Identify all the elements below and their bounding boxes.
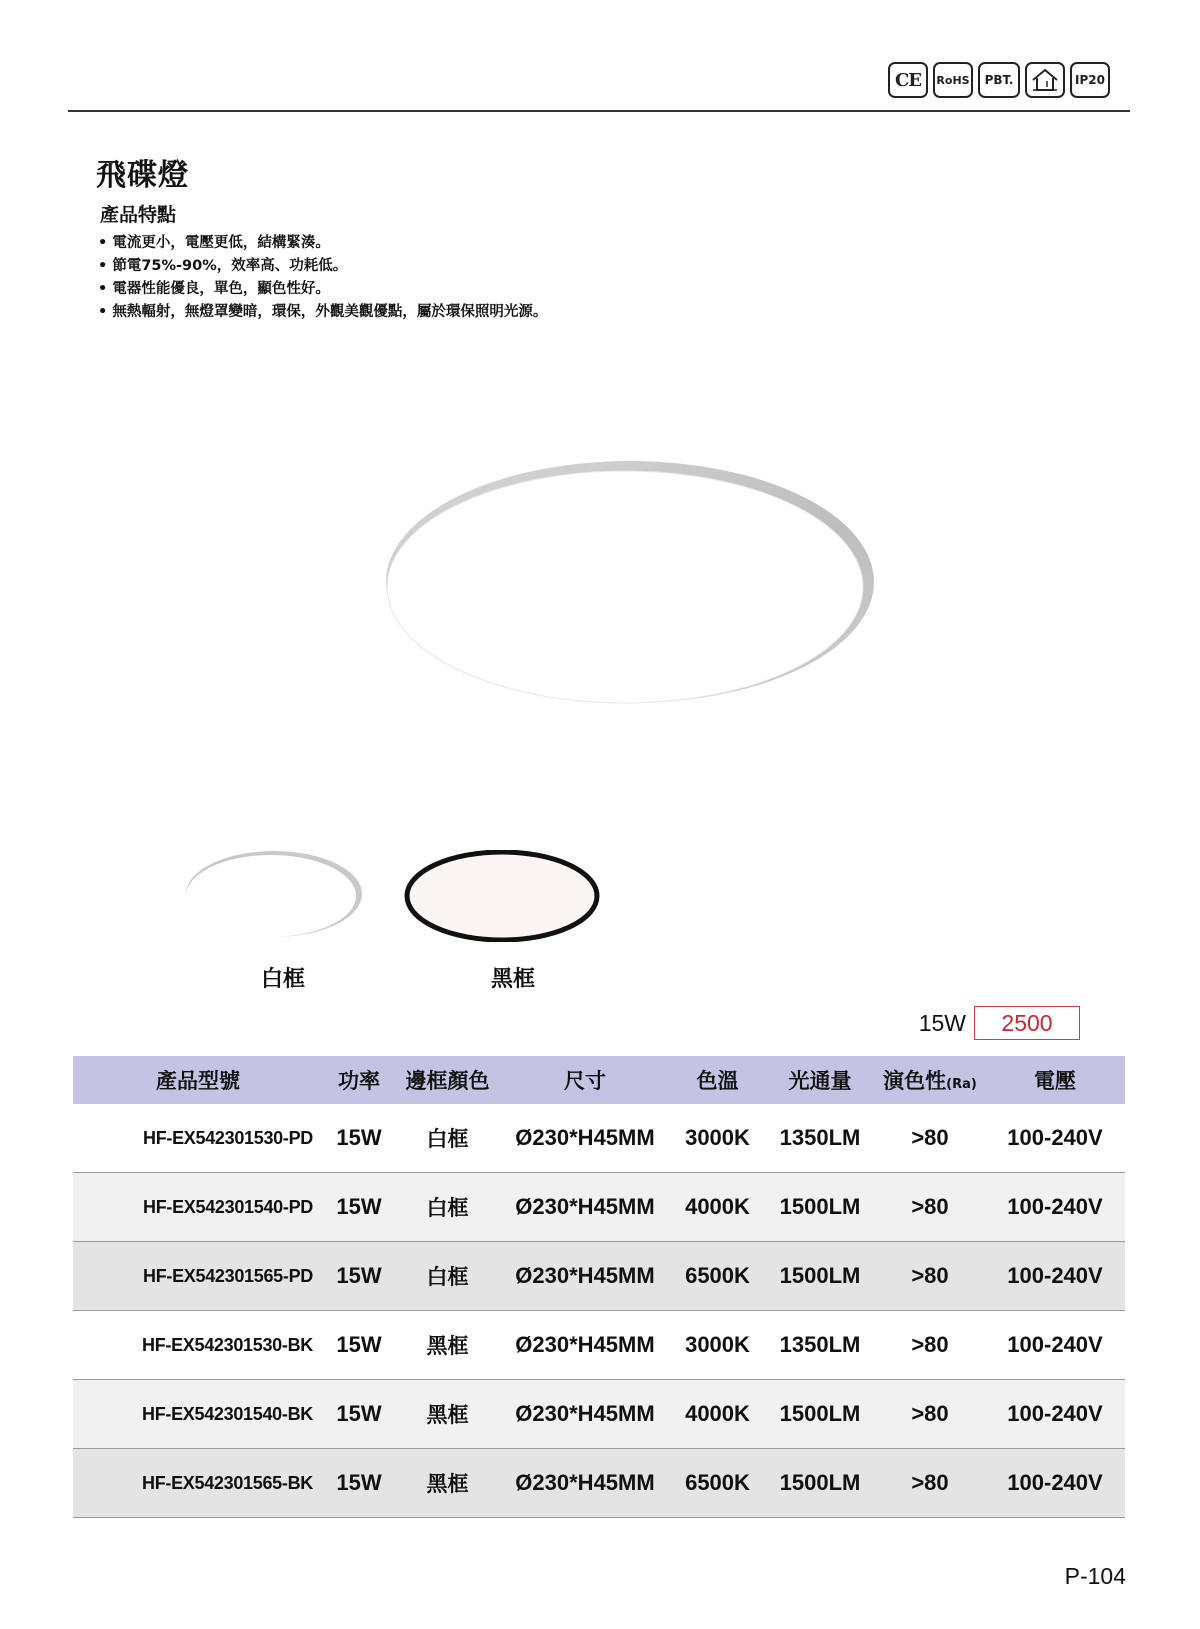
- cell-size: Ø230*H45MM: [500, 1311, 670, 1380]
- page-number: P-104: [1064, 1563, 1126, 1589]
- cell-color-temp: 6500K: [670, 1449, 765, 1518]
- price-value: 2500: [974, 1006, 1080, 1040]
- cell-voltage: 100-240V: [985, 1449, 1125, 1518]
- cell-color-temp: 4000K: [670, 1380, 765, 1449]
- cell-size: Ø230*H45MM: [500, 1449, 670, 1518]
- cell-voltage: 100-240V: [985, 1173, 1125, 1242]
- feature-item: • 電器性能優良，單色，顯色性好。: [98, 278, 547, 301]
- white-frame-thumbnail: [184, 850, 364, 944]
- cell-frame: 白框: [395, 1242, 500, 1311]
- table-row: [73, 1173, 1125, 1242]
- feature-item: • 無熱輻射，無燈罩變暗，環保，外觀美觀優點，屬於環保照明光源。: [98, 301, 547, 324]
- feature-list: [98, 232, 547, 324]
- cell-cri: >80: [875, 1311, 985, 1380]
- price-wattage: 15W: [918, 1009, 966, 1036]
- table-row: [73, 1311, 1125, 1380]
- header-size: 尺寸: [500, 1056, 670, 1104]
- cell-lumen: 1500LM: [765, 1449, 875, 1518]
- cell-voltage: 100-240V: [985, 1380, 1125, 1449]
- features-heading: 產品特點: [100, 204, 177, 226]
- table-row: [73, 1380, 1125, 1449]
- home-icon: [1025, 62, 1065, 98]
- header-frame-color: 邊框顏色: [395, 1056, 500, 1104]
- cell-power: 15W: [323, 1449, 395, 1518]
- cell-size: Ø230*H45MM: [500, 1173, 670, 1242]
- cell-model: HF-EX542301540-PD: [73, 1173, 323, 1242]
- header-cri: [875, 1056, 985, 1104]
- cell-model: HF-EX542301565-PD: [73, 1242, 323, 1311]
- price-tag: [919, 1006, 1080, 1040]
- cell-power: 15W: [323, 1173, 395, 1242]
- cell-lumen: 1500LM: [765, 1173, 875, 1242]
- cell-power: 15W: [323, 1311, 395, 1380]
- cell-size: Ø230*H45MM: [500, 1104, 670, 1173]
- cell-voltage: 100-240V: [985, 1104, 1125, 1173]
- spec-table: [73, 1056, 1125, 1518]
- cell-model: HF-EX542301565-BK: [73, 1449, 323, 1518]
- product-title: 飛碟燈: [96, 158, 189, 193]
- header-color-temp: 色溫: [670, 1056, 765, 1104]
- black-frame-label: 黑框: [490, 967, 535, 992]
- cell-size: Ø230*H45MM: [500, 1242, 670, 1311]
- cell-frame: 白框: [395, 1173, 500, 1242]
- cell-cri: >80: [875, 1173, 985, 1242]
- cell-color-temp: 6500K: [670, 1242, 765, 1311]
- header-lumen: 光通量: [765, 1056, 875, 1104]
- cell-size: Ø230*H45MM: [500, 1380, 670, 1449]
- pbt-badge: PBT.: [978, 62, 1020, 98]
- cell-power: 15W: [323, 1104, 395, 1173]
- table-header-row: [73, 1056, 1125, 1104]
- cell-frame: 黑框: [395, 1311, 500, 1380]
- white-frame-label: 白框: [260, 967, 305, 992]
- cell-frame: 白框: [395, 1104, 500, 1173]
- cell-frame: 黑框: [395, 1449, 500, 1518]
- header-voltage: 電壓: [985, 1056, 1125, 1104]
- cell-lumen: 1500LM: [765, 1380, 875, 1449]
- product-image: [380, 455, 880, 719]
- ce-mark-badge: CE: [888, 62, 928, 98]
- cell-color-temp: 3000K: [670, 1311, 765, 1380]
- cell-lumen: 1350LM: [765, 1104, 875, 1173]
- cell-voltage: 100-240V: [985, 1242, 1125, 1311]
- header-cri-ra: (Ra): [946, 1077, 977, 1092]
- certification-badges: [888, 62, 1110, 98]
- table-row: [73, 1449, 1125, 1518]
- feature-item: • 電流更小，電壓更低，結構緊湊。: [98, 232, 547, 255]
- header-cri-label: 演色性: [883, 1069, 947, 1093]
- feature-item: • 節電75%-90%，效率高、功耗低。: [98, 255, 547, 278]
- cell-model: HF-EX542301530-PD: [73, 1104, 323, 1173]
- cell-power: 15W: [323, 1242, 395, 1311]
- black-frame-thumbnail: [404, 850, 600, 946]
- cell-color-temp: 4000K: [670, 1173, 765, 1242]
- cell-power: 15W: [323, 1380, 395, 1449]
- cell-model: HF-EX542301540-BK: [73, 1380, 323, 1449]
- cell-cri: >80: [875, 1449, 985, 1518]
- cell-frame: 黑框: [395, 1380, 500, 1449]
- cell-color-temp: 3000K: [670, 1104, 765, 1173]
- rohs-badge: RoHS: [933, 62, 973, 98]
- header-power: 功率: [323, 1056, 395, 1104]
- cell-cri: >80: [875, 1380, 985, 1449]
- header-model: 產品型號: [73, 1056, 323, 1104]
- header-divider: [68, 110, 1130, 112]
- cell-cri: >80: [875, 1242, 985, 1311]
- cell-model: HF-EX542301530-BK: [73, 1311, 323, 1380]
- cell-lumen: 1350LM: [765, 1311, 875, 1380]
- cell-cri: >80: [875, 1104, 985, 1173]
- cell-voltage: 100-240V: [985, 1311, 1125, 1380]
- table-row: [73, 1104, 1125, 1173]
- ip20-badge: IP20: [1070, 62, 1110, 98]
- table-row: [73, 1242, 1125, 1311]
- cell-lumen: 1500LM: [765, 1242, 875, 1311]
